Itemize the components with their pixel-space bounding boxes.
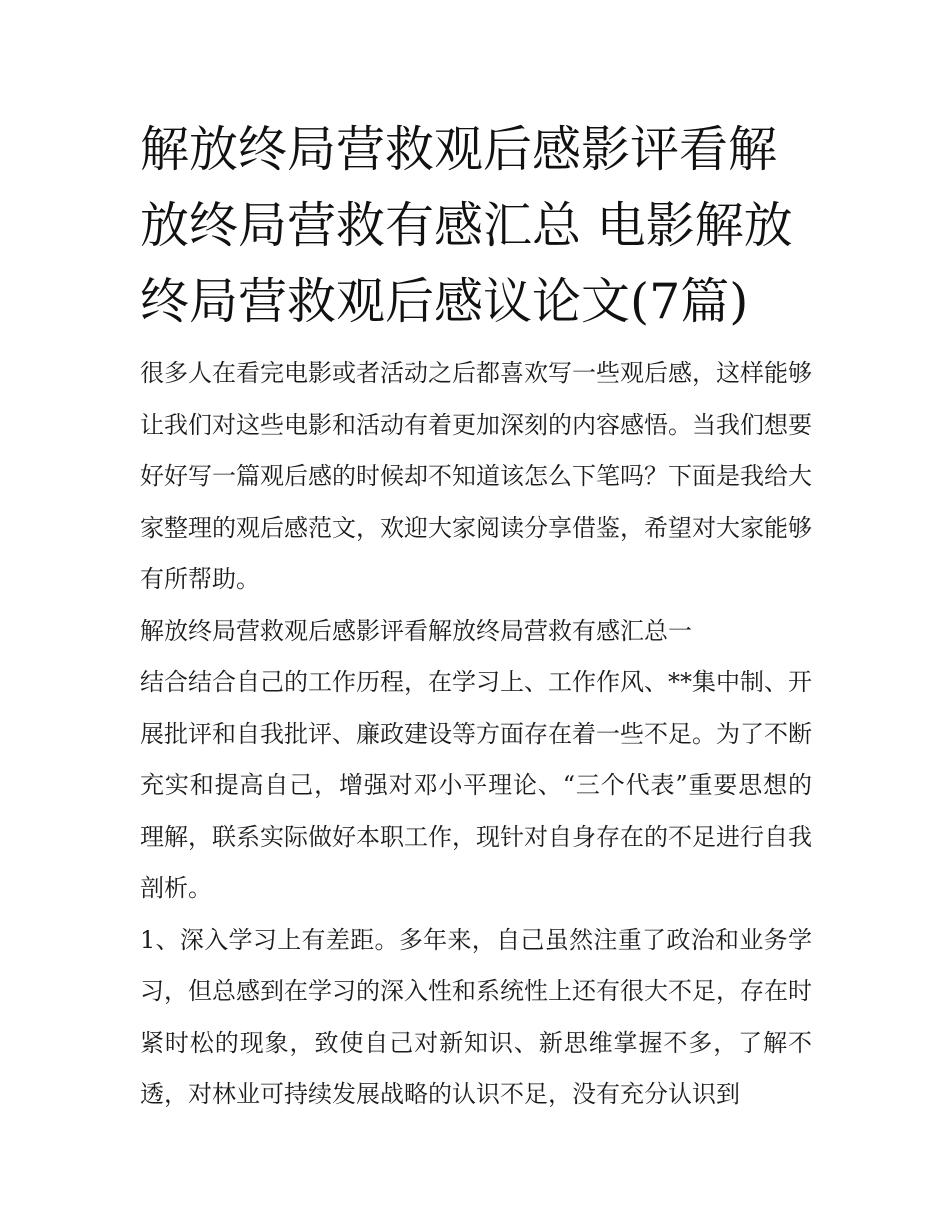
intro-paragraph: 很多人在看完电影或者活动之后都喜欢写一些观后感，这样能够让我们对这些电影和活动有着更加深刻的内容感悟。当我们想要好好写一篇观后感的时候却不知道该怎么下笔吗？下面是我给大家整理的观后感范文，欢迎大家阅读分享借鉴，希望对大家能够有所帮助。 (140, 359, 812, 593)
body-paragraph-1: 结合结合自己的工作历程，在学习上、工作作风、**集中制、开展批评和自我批评、廉政建设等方面存在着一些不足。为了不断充实和提高自己，增强对邓小平理论、“三个代表”重要思想的理解，联系实际做好本职工作，现针对自身存在的不足进行自我剖析。 (140, 668, 812, 902)
document-page (140, 112, 812, 1121)
document-title: 解放终局营救观后感影评看解放终局营救有感汇总 电影解放终局营救观后感议论文(7篇) (140, 121, 793, 330)
body-paragraph-2: 1、深入学习上有差距。多年来，自己虽然注重了政治和业务学习，但总感到在学习的深入性和系统性上还有很大不足，存在时紧时松的现象，致使自己对新知识、新思维掌握不多，了解不透，对林业可持续发展战略的认识不足，没有充分认识到 (140, 925, 812, 1108)
document-body (140, 348, 812, 1121)
section-heading: 解放终局营救观后感影评看解放终局营救有感汇总一 (140, 616, 692, 645)
